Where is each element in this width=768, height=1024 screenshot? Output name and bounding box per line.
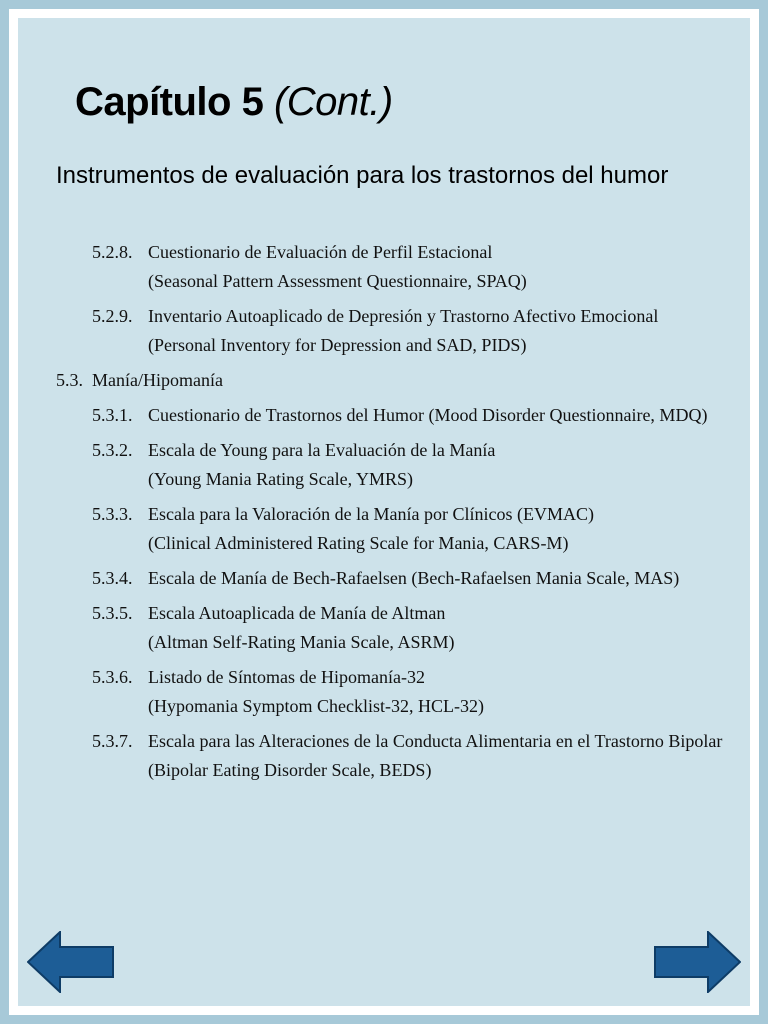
toc-item-number: 5.2.8. — [92, 242, 133, 262]
toc-item-number: 5.3.1. — [92, 405, 133, 425]
toc-item-number: 5.3. — [56, 370, 83, 390]
toc-item-number: 5.3.5. — [92, 603, 133, 623]
toc-item-subtitle: (Personal Inventory for Depression and SAD, PIDS) — [148, 335, 527, 355]
toc-item-number: 5.3.6. — [92, 667, 133, 687]
table-of-contents — [0, 238, 768, 791]
toc-item-title: Listado de Síntomas de Hipomanía-32 — [148, 667, 425, 687]
toc-item-number: 5.3.2. — [92, 440, 133, 460]
chapter-title-suffix: (Cont.) — [273, 80, 393, 124]
toc-item-number: 5.2.9. — [92, 306, 133, 326]
toc-item-subtitle: (Bipolar Eating Disorder Scale, BEDS) — [148, 760, 432, 780]
next-page-button[interactable] — [653, 931, 741, 993]
toc-item-5-3[interactable] — [0, 366, 768, 395]
chapter-title-main: Capítulo 5 — [75, 80, 264, 124]
toc-item-title: Escala para la Valoración de la Manía por Clínicos (EVMAC) — [148, 504, 595, 524]
toc-item-title: Inventario Autoaplicado de Depresión y Trastorno Afectivo Emocional — [148, 306, 659, 326]
toc-item-title: Cuestionario de Evaluación de Perfil Estacional — [148, 242, 493, 262]
toc-item-5-3-6[interactable] — [0, 663, 768, 721]
toc-item-5-3-2[interactable] — [0, 436, 768, 494]
toc-item-title: Cuestionario de Trastornos del Humor (Mood Disorder Questionnaire, MDQ) — [148, 405, 708, 425]
toc-item-title: Escala de Young para la Evaluación de la Manía — [148, 440, 496, 460]
toc-item-subtitle: (Seasonal Pattern Assessment Questionnaire, SPAQ) — [148, 271, 527, 291]
toc-item-subtitle: (Young Mania Rating Scale, YMRS) — [148, 469, 413, 489]
section-subtitle: Instrumentos de evaluación para los trastornos del humor — [56, 162, 669, 189]
toc-item-subtitle: (Clinical Administered Rating Scale for Mania, CARS-M) — [148, 533, 569, 553]
toc-item-title: Escala de Manía de Bech-Rafaelsen (Bech-Rafaelsen Mania Scale, MAS) — [148, 568, 680, 588]
chapter-title — [75, 80, 393, 125]
toc-item-5-2-8[interactable] — [0, 238, 768, 296]
toc-item-5-3-5[interactable] — [0, 599, 768, 657]
toc-item-title: Escala para las Alteraciones de la Conducta Alimentaria en el Trastorno Bipolar — [148, 731, 723, 751]
toc-item-number: 5.3.3. — [92, 504, 133, 524]
toc-item-5-2-9[interactable] — [0, 302, 768, 360]
toc-item-5-3-3[interactable] — [0, 500, 768, 558]
arrow-left-icon — [28, 932, 113, 992]
prev-page-button[interactable] — [27, 931, 115, 993]
toc-item-subtitle: (Hypomania Symptom Checklist-32, HCL-32) — [148, 696, 484, 716]
toc-item-title: Manía/Hipomanía — [92, 370, 223, 390]
arrow-right-icon — [655, 932, 740, 992]
toc-item-number: 5.3.4. — [92, 568, 133, 588]
toc-item-number: 5.3.7. — [92, 731, 133, 751]
toc-item-subtitle: (Altman Self-Rating Mania Scale, ASRM) — [148, 632, 455, 652]
toc-item-5-3-4[interactable] — [0, 564, 768, 593]
toc-item-5-3-7[interactable] — [0, 727, 768, 785]
toc-item-5-3-1[interactable] — [0, 401, 768, 430]
toc-item-title: Escala Autoaplicada de Manía de Altman — [148, 603, 446, 623]
